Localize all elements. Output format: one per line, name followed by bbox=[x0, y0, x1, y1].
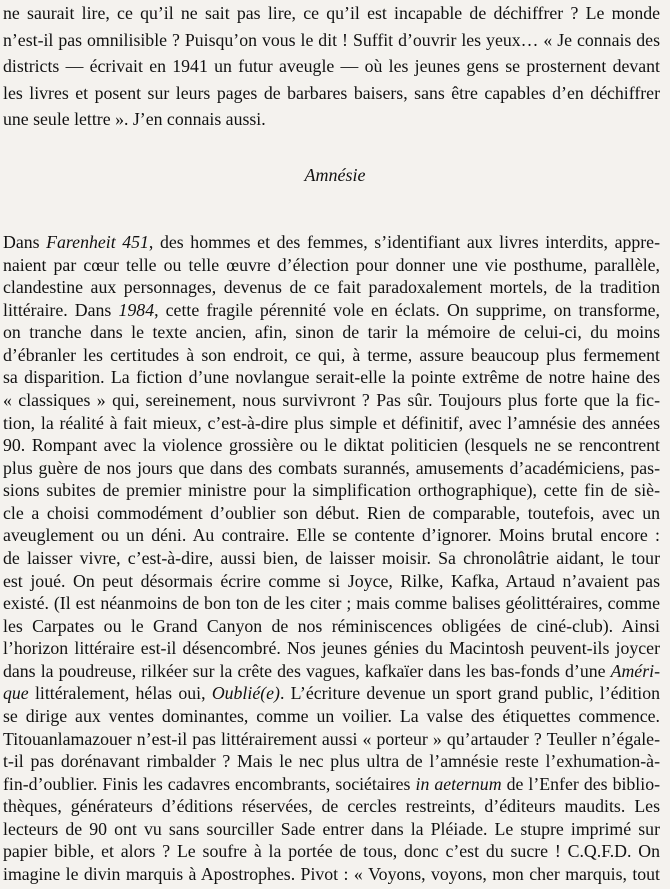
text-line: thèques, générateurs d’éditions réservées, de cercles restreints, d’éditeurs maudits. Les bbox=[3, 796, 660, 817]
text-line: naient par cœur telle ou telle œuvre d’élection pour donner une vie posthume, parallèle, bbox=[3, 254, 660, 275]
text-line: « classiques » qui, sereinement, nous survivront ? Pas sûr. Toujours plus forte que la fic- bbox=[3, 389, 660, 410]
text-line: t-il pas dorénavant rimbalder ? Mais le nec plus ultra de l’amnésie reste l’exhumation-à- bbox=[3, 751, 660, 772]
text-line: fin-d’oublier. Finis les cadavres encombrants, sociétaires in aeternum de l’Enfer des biblio- bbox=[3, 773, 660, 794]
text-line: n’est-il pas omnilisible ? Puisqu’on vous le dit ! Suffit d’ouvrir les yeux… « Je connais des bbox=[3, 29, 660, 50]
section-title: Amnésie bbox=[304, 165, 366, 185]
text-line: on tranche dans le texte ancien, afin, sinon de tarir la mémoire de celui-ci, du moins bbox=[3, 322, 660, 343]
text-line: les livres et posent sur leurs pages de barbares baisers, sans être capables d’en déchiffrer bbox=[3, 82, 660, 103]
text-line: districts — écrivait en 1941 un futur aveugle — où les jeunes gens se prosternent devant bbox=[3, 56, 660, 77]
italic-text: Farenheit 451 bbox=[46, 232, 149, 252]
italic-text: Oublié(e) bbox=[211, 683, 280, 704]
text-line: dans la poudreuse, rilkéer sur la crête des vagues, kafkaïer dans les bas-fonds d’une Améri- bbox=[3, 660, 660, 681]
text-line: papier bible, et alors ? Le soufre à la portée de tous, donc c’est du sucre ! C.Q.F.D. On bbox=[3, 841, 660, 862]
text-line: clandestine aux personnages, devenus de ce fait paradoxalement mortels, de la tradition bbox=[3, 277, 660, 298]
italic-text: que bbox=[3, 683, 29, 704]
italic-text: 1984 bbox=[118, 299, 155, 320]
text-line: lecteurs de 90 ont vu sans sourciller Sade entrer dans la Pléiade. Le stupre imprimé sur bbox=[3, 818, 660, 839]
text-line: cle a choisi commodément d’oublier son début. Rien de comparable, toutefois, avec un bbox=[3, 502, 660, 523]
italic-text: Améri- bbox=[610, 660, 660, 681]
text-line: de laisser vivre, c’est-à-dire, aussi bien, de laisser moisir. Sa chronolâtrie aidant, le tour bbox=[3, 547, 660, 568]
italic-text: in aeternum bbox=[415, 773, 502, 794]
text-line: que littéralement, hélas oui, Oublié(e). L’écriture devenue un sport grand public, l’édition bbox=[3, 683, 660, 704]
text-line: est joué. On peut désormais écrire comme si Joyce, Rilke, Kafka, Artaud n’avaient pas bbox=[3, 570, 660, 591]
text-line: ne saurait lire, ce qu’il ne sait pas lire, ce qu’il est incapable de déchiffrer ? Le monde bbox=[3, 3, 660, 23]
text-line: aveuglement ou un déni. Au contraire. Elle se contente d’ignorer. Moins brutal encore : bbox=[3, 525, 660, 546]
text-line: 90. Rompant avec la violence grossière ou le diktat politicien (lesquels ne se rencontrent bbox=[3, 435, 660, 456]
text-line: existé. (Il est néanmoins de bon ton de les citer ; mais comme balises géolittéraires, comme bbox=[3, 593, 660, 614]
text-line: sions subites de premier ministre pour la simplification orthographique), cette fin de siè- bbox=[3, 480, 660, 501]
text-line: se dirige aux ventes dominantes, comme un voilier. La valse des étiquettes commence. bbox=[3, 705, 660, 726]
text-line: une seule lettre ». J’en connais aussi. bbox=[3, 109, 266, 130]
text-line: plus guère de nos jours que dans des combats surannés, amusements d’académiciens, pas- bbox=[3, 457, 660, 478]
text-line: sa disparition. La fiction d’une novlangue serait-elle la pointe extrême de notre haine des bbox=[3, 367, 660, 388]
text-line: Dans Farenheit 451, des hommes et des femmes, s’identifiant aux livres interdits, appre- bbox=[3, 232, 660, 252]
text-line: les Carpates ou le Grand Canyon de nos réminiscences obligées de ciné-club). Ainsi bbox=[3, 615, 660, 636]
text-line: Titouanlamazouer n’est-il pas littérairement aussi « porteur » qu’artauder ? Teuller n’égale- bbox=[3, 728, 660, 749]
text-line: tion, la réalité à fait mieux, c’est-à-dire plus simple et définitif, avec l’amnésie des années bbox=[3, 412, 660, 433]
text-line: imagine le divin marquis à Apostrophes. Pivot : « Voyons, voyons, mon cher marquis, tout bbox=[3, 863, 660, 884]
text-line: l’horizon littéraire est-il désencombré. Nos jeunes génies du Macintosh peuvent-ils joycer bbox=[3, 638, 660, 659]
text-line: d’ébranler les certitudes à son endroit, ce qui, à terme, assure beaucoup plus fermement bbox=[3, 344, 660, 365]
text-line: littéraire. Dans 1984, cette fragile pérennité vole en éclats. On supprime, on transforme, bbox=[3, 299, 660, 320]
